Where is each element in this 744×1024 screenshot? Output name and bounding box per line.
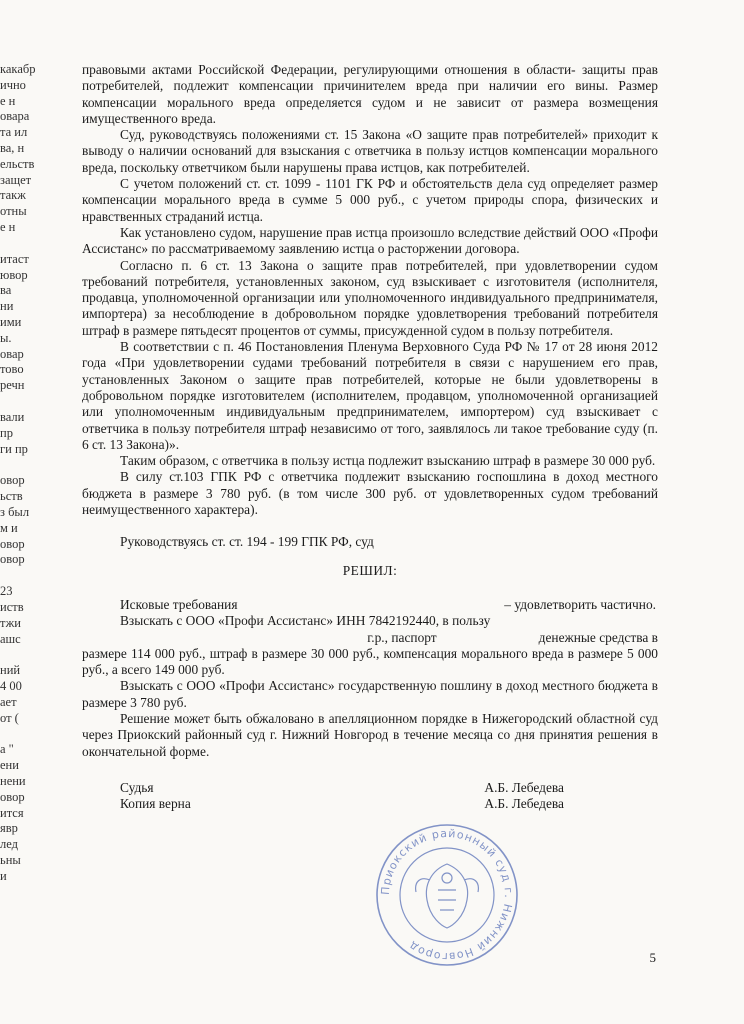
bleed-fragment: ает (0, 694, 17, 709)
bleed-fragment: итаст (0, 251, 29, 266)
bleed-fragment: речн (0, 378, 25, 393)
bleed-fragment (0, 568, 58, 584)
bleed-fragment: нени (0, 774, 26, 789)
bleed-fragment: тжи (0, 615, 21, 630)
bleed-fragment: м и (0, 520, 18, 535)
bleed-fragment (0, 726, 58, 742)
bleed-fragment: вали (0, 409, 25, 424)
recipient-funds: денежные средства в (538, 629, 658, 645)
bleed-fragment: ени (0, 758, 19, 773)
bleed-fragment: овара (0, 109, 30, 124)
bleed-fragment: ги пр (0, 441, 28, 456)
stamp-ring-text: Приокский районный суд г. Нижний Новгород (378, 826, 516, 964)
bleed-fragment: явр (0, 821, 18, 836)
bleed-fragment: ний (0, 663, 21, 678)
bleed-fragment: овор (0, 473, 25, 488)
bleed-fragment: какабр (0, 62, 36, 76)
claim-result: – удовлетворить частично. (504, 596, 656, 612)
signature-judge (82, 780, 658, 796)
paragraph: Таким образом, с ответчика в пользу истца подлежит взысканию штраф в размере 30 000 руб. (120, 453, 656, 469)
bleed-fragment: ювор (0, 267, 28, 282)
svg-text:Приокский районный суд г. Нижн (379, 827, 515, 963)
recipient-birth-passport: г.р., паспорт (367, 629, 437, 645)
bleed-fragment: 23 (0, 584, 13, 599)
bleed-fragment: овор (0, 552, 25, 567)
bleed-fragment: ва (0, 283, 12, 298)
bleed-fragment: лед (0, 837, 18, 852)
copy-label: Копия верна (120, 796, 191, 812)
bleed-fragment: ится (0, 805, 24, 820)
bleed-fragment: такж (0, 188, 26, 203)
bleed-fragment: з был (0, 504, 30, 519)
judge-name: А.Б. Лебедева (484, 779, 564, 795)
bleed-fragment: ашс (0, 631, 21, 646)
paragraph: Решение может быть обжаловано в апелляционном порядке в Нижегородский областной суд через Приокский районный суд г. Нижний Новгород в течение месяца со дня принятия решения в окончательной форме. (82, 710, 658, 759)
paragraph: Руководствуясь ст. ст. 194 - 199 ГПК РФ, суд (120, 534, 374, 550)
bleed-fragment: иств (0, 599, 24, 614)
bleed-fragment: е н (0, 219, 16, 234)
paragraph: Взыскать с ООО «Профи Ассистанс» ИНН 7842192440, в пользу (120, 613, 491, 629)
recipient-line (82, 630, 658, 646)
bleed-fragment: овор (0, 789, 25, 804)
paragraph: Суд, руководствуясь положениями ст. 15 Закона «О защите прав потребителей» приходит к выводу о наличии оснований для взыскания с ответчика в пользу истцов компенсации морального вреда, поскольку ответчиком были нарушены права истцов, как потребителей. (82, 127, 658, 175)
paragraph: правовыми актами Российской Федерации, регулирующими отношения в области- защиты прав потребителей, подлежит компенсации причинителем вреда при наличии его вины. Размер компенсации морального вреда определяется судом и не зависит от размера возмещения имущественного вреда. (82, 62, 658, 126)
bleed-fragment: е н (0, 93, 16, 108)
paragraph: размере 114 000 руб., штраф в размере 30 000 руб., компенсация морального вреда в размере 5 000 руб., а всего 149 000 руб. (82, 645, 658, 678)
bleed-fragment (0, 394, 58, 410)
bleed-fragment: овор (0, 536, 25, 551)
bleed-fragment: ими (0, 314, 22, 329)
claim-line (82, 597, 658, 613)
bleed-fragment: пр (0, 425, 13, 440)
bleed-fragment: ни (0, 299, 14, 314)
bleed-fragment: овар (0, 346, 24, 361)
copy-name: А.Б. Лебедева (484, 796, 564, 812)
document-body (82, 62, 658, 812)
bleed-fragment: ьств (0, 489, 23, 504)
bleed-fragment: ьны (0, 853, 21, 868)
eagle-emblem-icon (416, 864, 479, 928)
bleed-fragment: ы. (0, 330, 12, 345)
court-seal-stamp (372, 820, 522, 970)
bleed-fragment: ельств (0, 156, 35, 171)
signature-copy (82, 796, 658, 812)
bleed-fragment: и (0, 868, 7, 883)
paragraph: Взыскать с ООО «Профи Ассистанс» государственную пошлину в доход местного бюджета в размере 3 780 руб. (82, 678, 658, 710)
bleed-fragment: от ( (0, 710, 19, 725)
bleed-fragment: ва, н (0, 140, 25, 155)
paragraph: Как установлено судом, нарушение прав истца произошло вследствие действий ООО «Профи Ассистанс» по рассматриваемому заявлению истца о расторжении договора. (82, 224, 658, 257)
page-number: 5 (649, 950, 656, 965)
bleed-fragment: ично (0, 77, 26, 92)
bleed-fragment (0, 236, 58, 252)
paragraph: В силу ст.103 ГПК РФ с ответчика подлежит взысканию госпошлина в доход местного бюджета в размере 3 780 руб. (в том числе 300 руб. от удовлетворенных судом требований неимущественного характера). (82, 469, 658, 518)
bleed-fragment: отны (0, 204, 27, 219)
decision-heading: РЕШИЛ: (342, 562, 398, 578)
bleed-fragment (0, 457, 58, 473)
judge-label: Судья (120, 779, 154, 795)
bleed-fragment: защет (0, 172, 32, 187)
paragraph: С учетом положений ст. ст. 1099 - 1101 ГК РФ и обстоятельств дела суд определяет размер компенсации морального вреда в сумме 5 000 руб., с учетом природы спора, физических и нравственных страданий истца. (82, 176, 658, 224)
bleed-fragment: 4 00 (0, 679, 22, 694)
bleed-fragment: а " (0, 742, 14, 757)
previous-page-bleed-column (0, 62, 58, 942)
bleed-fragment: тово (0, 362, 24, 377)
paragraph: Согласно п. 6 ст. 13 Закона о защите прав потребителей, при удовлетворении судом требований потребителя, установленных законом, суд взыскивает с изготовителя (исполнителя, продавца, уполномоченной организации или уполномоченного индивидуального предпринимателя, импортера) за несоблюдение в добровольном порядке удовлетворения требований потребителя штраф в размере пятьдесят процентов от суммы, присужденной судом в пользу потребителя. (82, 257, 658, 338)
claim-label: Исковые требования (120, 596, 238, 612)
bleed-fragment (0, 647, 58, 663)
paragraph: В соответствии с п. 46 Постановления Пленума Верховного Суда РФ № 17 от 28 июня 2012 года «При удовлетворении судами требований потребителя в связи с нарушением его прав, установленных Законом о защите прав потребителей, которые не были удовлетворены в добровольном порядке изготовителем (исполнителем, продавцом, уполномоченной организацией или уполномоченным индивидуальным предпринимателем, импортером) суд взыскивает с ответчика в пользу потребителя штраф независимо от того, заявлялось ли такое требование суду (п. 6 ст. 13 Закона)». (82, 339, 658, 452)
bleed-fragment: та ил (0, 125, 28, 140)
